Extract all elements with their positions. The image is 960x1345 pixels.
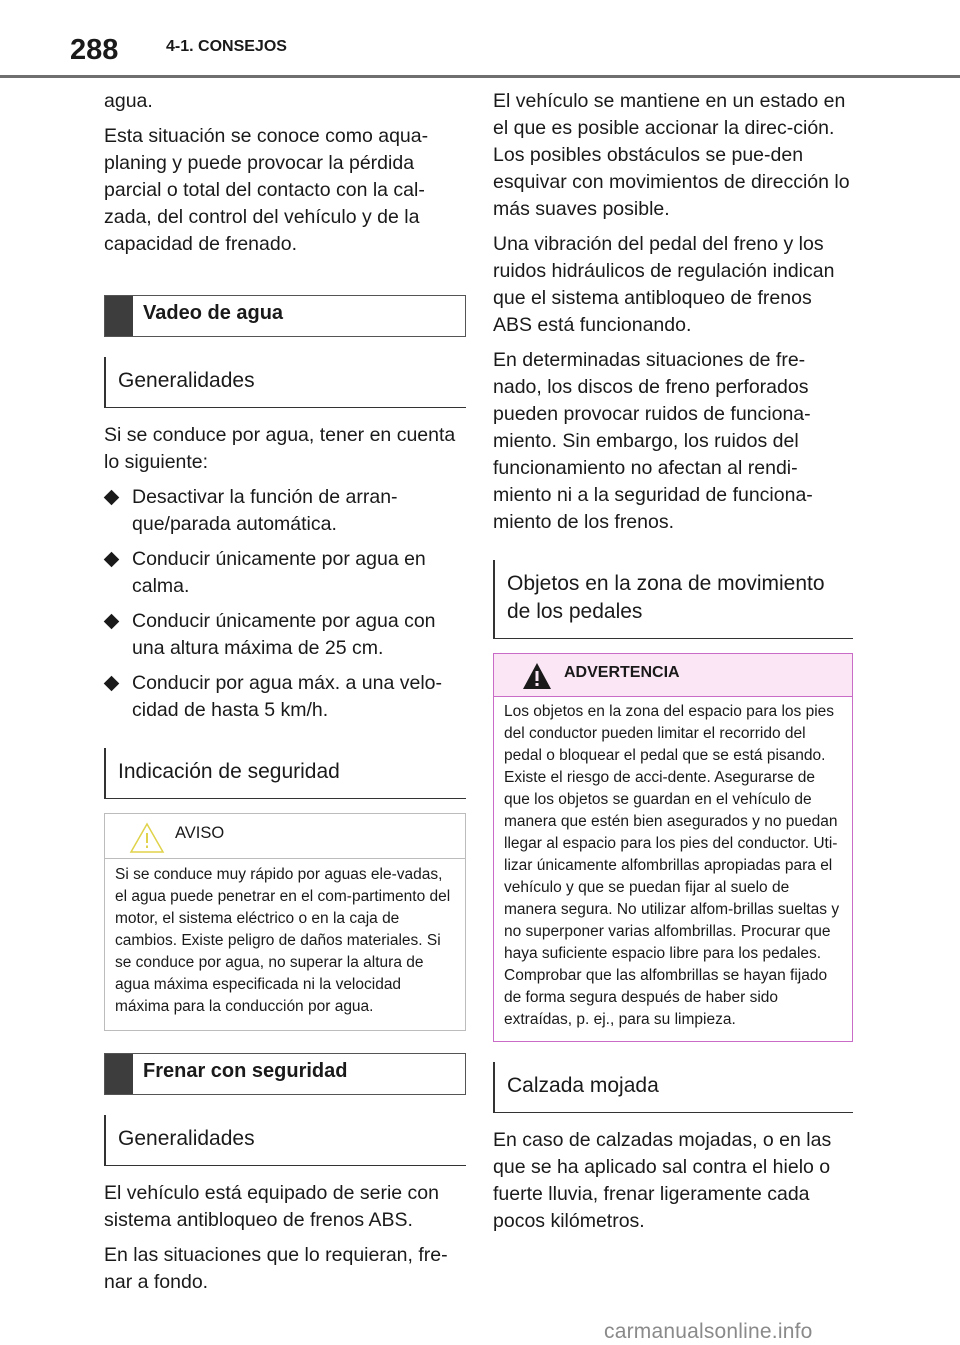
notice-box [104,813,466,1031]
heading-title: Vadeo de agua [143,301,284,324]
subhead-indicacion: Indicación de seguridad [104,748,466,799]
right-column [493,88,853,1243]
intro-line: agua. [104,90,153,112]
watermark: carmanualsonline.info [604,1320,813,1343]
subhead-calzada: Calzada mojada [493,1062,853,1113]
page-number: 288 [70,34,119,66]
left-column [104,88,466,1304]
subhead-generalidades: Generalidades [104,357,466,408]
list-item: Desactivar la función de arran-que/parada automática. [104,484,466,538]
list-item: Conducir únicamente por agua en calma. [104,546,466,600]
notice-header [105,814,465,859]
notice-label: AVISO [175,824,225,842]
header-rule [0,75,960,78]
heading-title: Frenar con seguridad [143,1059,348,1082]
heading-frenar [104,1053,466,1095]
warning-header [494,654,852,697]
intro-paragraph: Esta situación se conoce como aqua-planing y puede provocar la pérdida parcial o total del contacto con la cal-zada, del control del vehículo y de la capacidad de frenado. [104,125,429,255]
wet-road-paragraph: En caso de calzadas mojadas, o en las que se ha aplicado sal contra el hielo o fuerte lluvia, frenar ligeramente cada pocos kilómetros. [493,1129,832,1232]
heading-vadeo [104,295,466,337]
heading-bar [105,296,133,336]
steering-paragraph: El vehículo se mantiene en un estado en el que es posible accionar la direc-ción. Los posibles obstáculos se pue-den esquivar con movimientos de dirección lo más suaves posible. [493,90,850,220]
page-header [0,0,960,80]
warning-triangle-icon [522,662,552,690]
wading-intro: Si se conduce por agua, tener en cuenta lo siguiente: [104,424,456,473]
full-brake-paragraph: En las situaciones que lo requieran, fre-nar a fondo. [104,1244,448,1293]
brake-noise-paragraph: En determinadas situaciones de fre-nado, los discos de freno perforados pueden provocar ruidos de funciona-miento. Sin embargo, los ruidos del funcionamiento no afectan al rendi-miento ni a la seguridad de funciona-miento de los frenos. [493,349,813,533]
list-item: Conducir únicamente por agua con una altura máxima de 25 cm. [104,608,466,662]
warning-label: ADVERTENCIA [564,664,680,681]
wading-bullet-list [104,484,466,724]
abs-paragraph: El vehículo está equipado de serie con sistema antibloqueo de frenos ABS. [104,1182,439,1231]
warning-text: Los objetos en la zona del espacio para los pies del conductor pueden limitar el recorrido del pedal o bloquear el pedal que se está pisando. Existe el riesgo de acci-dente. Asegurarse de que los objetos se guardan en el vehículo de manera que estén bien asegurados y no puedan llegar al espacio para los pies del conductor. Uti-lizar únicamente alfombrillas apropiadas para el vehículo y que se puedan fijar al suelo de manera segura. No utilizar alfom-brillas sueltas y no superponer varias alfombrillas. Procurar que haya suficiente espacio libre para los pedales. Comprobar que las alfombrillas se hayan fijado de forma segura después de haber sido extraídas, p. ej., para su limpieza. [504,703,840,1028]
abs-vibration-paragraph: Una vibración del pedal del freno y los ruidos hidráulicos de regulación indican que el sistema antibloqueo de frenos ABS está funcionando. [493,233,835,336]
heading-bar [105,1054,133,1094]
notice-text: Si se conduce muy rápido por aguas ele-vadas, el agua puede penetrar en el com-partimento del motor, el sistema eléctrico o en la caja de cambios. Existe peligro de daños materiales. Si se conduce por agua, no superar la altura de agua máxima especificada ni la velocidad máxima para la conducción por agua. [115,866,451,1015]
section-label: 4-1. CONSEJOS [166,38,287,55]
list-item: Conducir por agua máx. a una velo-cidad de hasta 5 km/h. [104,670,466,724]
warning-box [493,653,853,1042]
warning-triangle-icon [129,822,165,854]
subhead-objetos: Objetos en la zona de movimiento de los pedales [493,560,853,639]
subhead-generalidades-2: Generalidades [104,1115,466,1166]
